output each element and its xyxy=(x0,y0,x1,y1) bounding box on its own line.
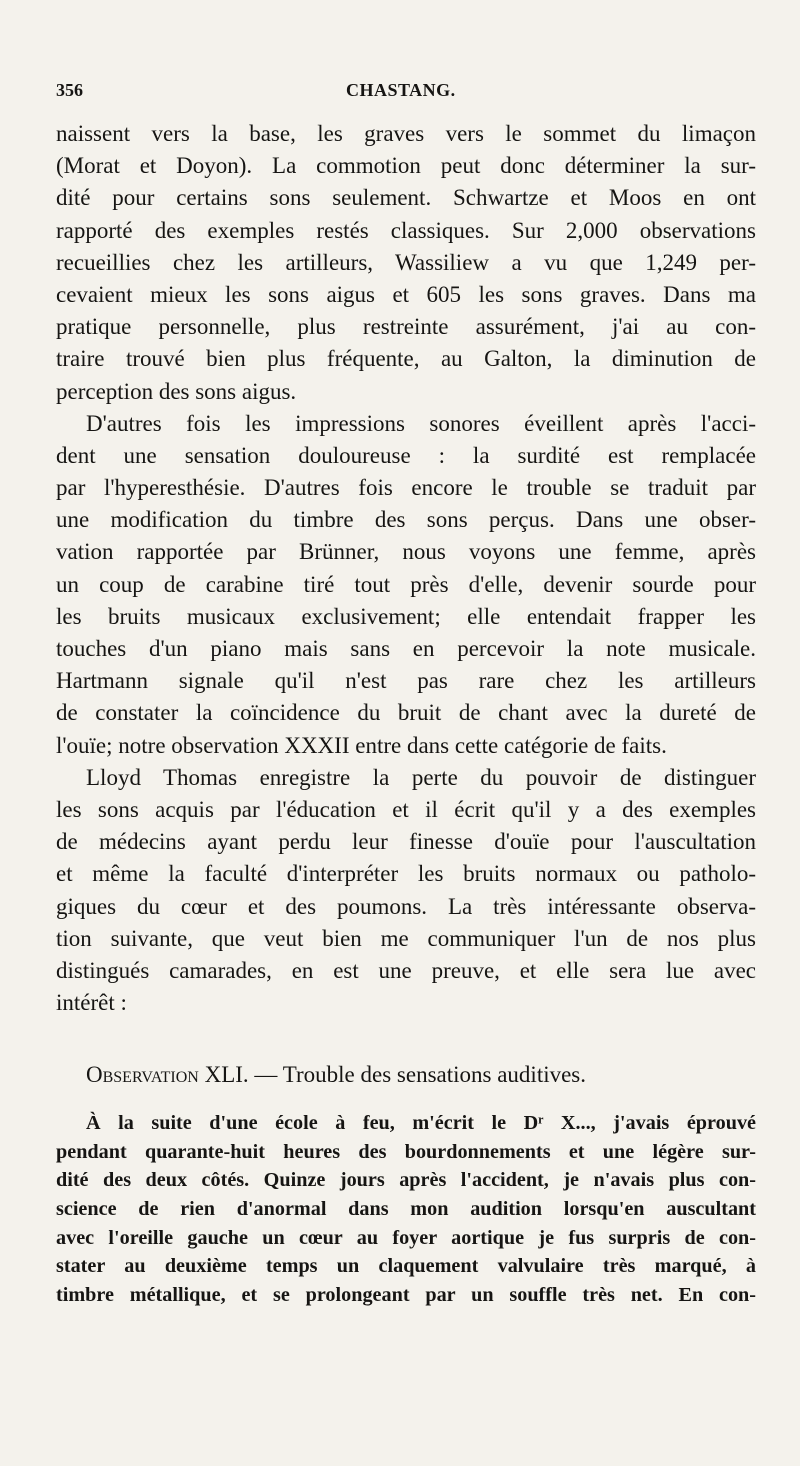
observation-text-line: dité des deux côtés. Quinze jours après l'accident, je n'avais plus con- xyxy=(56,1169,756,1192)
text-line: Hartmann signale qu'il n'est pas rare chez les artilleurs xyxy=(56,668,756,694)
text-line: D'autres fois les impressions sonores éveillent après l'acci- xyxy=(86,410,756,436)
text-line: intérêt : xyxy=(56,990,127,1016)
observation-text-line: stater au deuxième temps un claquement valvulaire très marqué, à xyxy=(56,1255,756,1278)
section-gap xyxy=(56,1019,756,1059)
observation-text-line: avec l'oreille gauche un cœur au foyer aortique je fus surpris de con- xyxy=(56,1226,756,1249)
text-line: tion suivante, que veut bien me communiquer l'un de nos plus xyxy=(56,925,756,951)
text-line: (Morat et Doyon). La commotion peut donc déterminer la sur- xyxy=(56,153,756,179)
running-head: CHASTANG. xyxy=(346,80,456,100)
observation-body xyxy=(56,1109,756,1309)
text-line: giques du cœur et des poumons. La très intéressante observa- xyxy=(56,893,756,919)
text-line: recueillies chez les artilleurs, Wassiliew a vu que 1,249 per- xyxy=(56,249,756,275)
text-line: et même la faculté d'interpréter les bruits normaux ou patholo- xyxy=(56,861,756,887)
body-text xyxy=(56,118,756,1309)
text-line: naissent vers la base, les graves vers le sommet du limaçon xyxy=(56,121,756,146)
text-line: de médecins ayant perdu leur finesse d'ouïe pour l'auscultation xyxy=(56,829,756,855)
paragraph xyxy=(56,118,756,408)
text-line: Lloyd Thomas enregistre la perte du pouvoir de distinguer xyxy=(86,764,756,790)
text-line: les sons acquis par l'éducation et il écrit qu'il y a des exemples xyxy=(56,796,756,822)
observation-number: XLI. xyxy=(204,1062,249,1088)
paragraph xyxy=(56,762,756,1020)
text-line: rapporté des exemples restés classiques. Sur 2,000 observations xyxy=(56,217,756,243)
text-line: les bruits musicaux exclusivement; elle entendait frapper les xyxy=(56,603,756,629)
observation-text-line: science de rien d'anormal dans mon audition lorsqu'en auscultant xyxy=(56,1198,756,1221)
page-header xyxy=(56,80,756,106)
observation-heading xyxy=(56,1059,756,1091)
text-line: une modification du timbre des sons perçus. Dans une obser- xyxy=(56,507,756,533)
text-line: perception des sons aigus. xyxy=(56,378,297,404)
paragraph xyxy=(56,408,756,762)
text-line: dent une sensation douloureuse : la surdité est remplacée xyxy=(56,442,756,468)
text-line: l'ouïe; notre observation XXXII entre dans cette catégorie de faits. xyxy=(56,732,667,758)
observation-label: Observation xyxy=(86,1062,199,1088)
text-line: pratique personnelle, plus restreinte assurément, j'ai au con- xyxy=(56,314,756,340)
text-line: touches d'un piano mais sans en percevoir la note musicale. xyxy=(56,636,756,661)
page-number: 356 xyxy=(56,80,83,100)
text-line: dité pour certains sons seulement. Schwartze et Moos en ont xyxy=(56,185,756,211)
text-line: cevaient mieux les sons aigus et 605 les sons graves. Dans ma xyxy=(56,281,756,307)
text-line: traire trouvé bien plus fréquente, au Galton, la diminution de xyxy=(56,346,756,372)
observation-text-line: pendant quarante-huit heures des bourdonnements et une légère sur- xyxy=(56,1140,756,1163)
observation-text-line: À la suite d'une école à feu, m'écrit le Dʳ X..., j'avais éprouvé xyxy=(86,1112,756,1135)
text-line: de constater la coïncidence du bruit de chant avec la dureté de xyxy=(56,700,756,726)
paragraphs xyxy=(56,118,756,1019)
text-line: distingués camarades, en est une preuve, et elle sera lue avec xyxy=(56,957,756,983)
text-line: un coup de carabine tiré tout près d'elle, devenir sourde pour xyxy=(56,571,756,597)
observation-dash: — xyxy=(254,1062,278,1088)
observation-text-line: timbre métallique, et se prolongeant par un souffle très net. En con- xyxy=(56,1283,756,1306)
text-line: vation rapportée par Brünner, nous voyons une femme, après xyxy=(56,539,756,565)
text-line: par l'hyperesthésie. D'autres fois encore le trouble se traduit par xyxy=(56,475,756,501)
observation-title: Trouble des sensations auditives. xyxy=(282,1062,587,1088)
